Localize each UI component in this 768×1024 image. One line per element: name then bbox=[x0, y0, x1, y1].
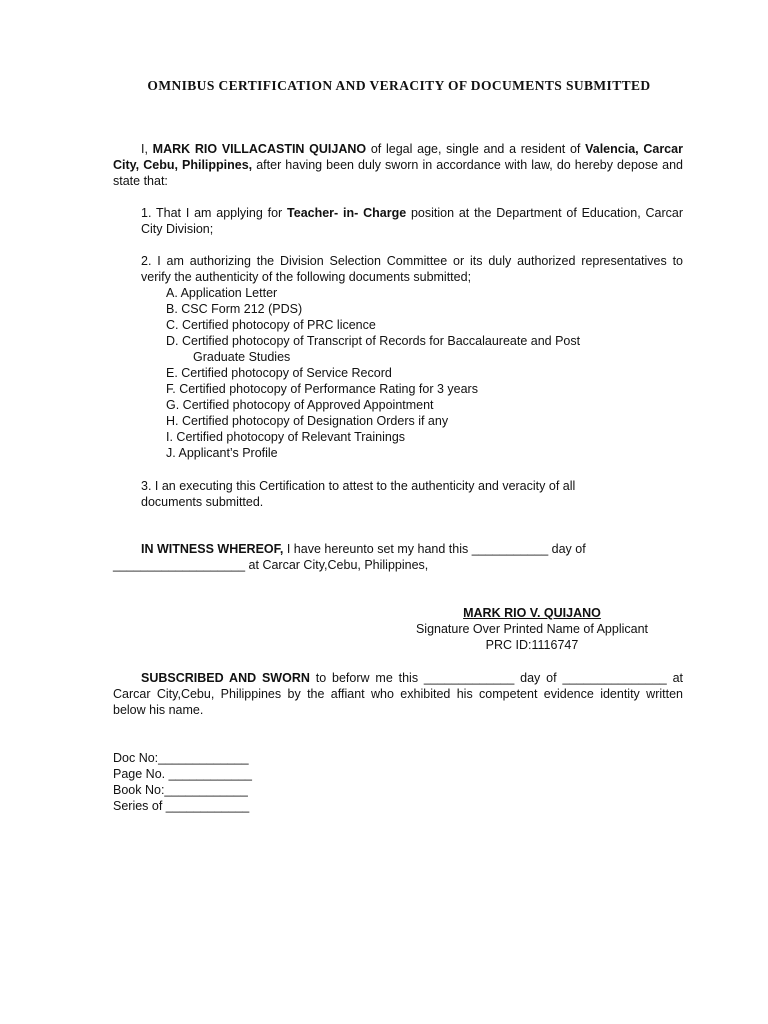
doc-number: Doc No:_____________ bbox=[113, 751, 249, 765]
series-of: Series of ____________ bbox=[113, 799, 250, 813]
list-item: I. Certified photocopy of Relevant Trainings bbox=[166, 430, 406, 444]
statement-1-rest: position at the Department of Education, Carcar City Division; bbox=[141, 206, 683, 236]
jurat-text: to beforw me this _____________ day of _______________ at Carcar City,Cebu, Philippines by the affiant who exhibited his competent evidence identity written below his name. bbox=[113, 671, 683, 717]
witness-line-1 bbox=[141, 541, 586, 557]
list-item: H. Certified photocopy of Designation Orders if any bbox=[166, 414, 449, 428]
list-item: E. Certified photocopy of Service Record bbox=[166, 366, 392, 380]
statement-1 bbox=[141, 205, 683, 237]
page-number: Page No. ____________ bbox=[113, 767, 253, 781]
list-item: J. Applicant’s Profile bbox=[166, 446, 278, 460]
list-item: F. Certified photocopy of Performance Rating for 3 years bbox=[166, 382, 478, 396]
witness-line-2: ___________________ at Carcar City,Cebu, Philippines, bbox=[113, 558, 429, 572]
signature-block bbox=[392, 605, 672, 653]
intro-lead: I, bbox=[141, 142, 148, 156]
intro-text-2: after having been duly sworn in accordance with law, do hereby depose and state that: bbox=[113, 158, 683, 188]
prc-id: PRC ID:1116747 bbox=[485, 638, 579, 652]
list-item: B. CSC Form 212 (PDS) bbox=[166, 302, 303, 316]
jurat-paragraph bbox=[113, 670, 683, 718]
statement-2: 2. I am authorizing the Division Selection Committee or its duly authorized representatives to verify the authenticity of the following documents submitted; bbox=[141, 254, 683, 284]
list-item: D. Certified photocopy of Transcript of Records for Baccalaureate and Post bbox=[166, 334, 581, 348]
statement-3-line-2: documents submitted. bbox=[141, 495, 264, 509]
affiant-address: Valencia, Carcar City, Cebu, Philippines, bbox=[113, 142, 683, 172]
list-item-continuation: Graduate Studies bbox=[193, 350, 291, 364]
witness-heading: IN WITNESS WHEREOF, bbox=[141, 542, 284, 556]
signature-caption: Signature Over Printed Name of Applicant bbox=[415, 622, 649, 636]
statement-3-line-1: 3. I an executing this Certification to attest to the authenticity and veracity of all bbox=[141, 479, 576, 493]
intro-paragraph bbox=[113, 141, 683, 189]
jurat-heading: SUBSCRIBED AND SWORN bbox=[141, 671, 310, 685]
book-number: Book No:____________ bbox=[113, 783, 248, 797]
statement-1-lead: 1. That I am applying for bbox=[141, 206, 283, 220]
intro-text-1: of legal age, single and a resident of bbox=[370, 142, 581, 156]
document-title: OMNIBUS CERTIFICATION AND VERACITY OF DOCUMENTS SUBMITTED bbox=[147, 78, 651, 93]
list-item: G. Certified photocopy of Approved Appointment bbox=[166, 398, 434, 412]
affiant-name: MARK RIO VILLACASTIN QUIJANO bbox=[152, 142, 367, 156]
applied-position: Teacher- in- Charge bbox=[287, 206, 407, 220]
list-item: C. Certified photocopy of PRC licence bbox=[166, 318, 376, 332]
signatory-name: MARK RIO V. QUIJANO bbox=[463, 606, 601, 620]
witness-text: I have hereunto set my hand this ___________ day of bbox=[286, 542, 586, 556]
list-item: A. Application Letter bbox=[166, 286, 278, 300]
